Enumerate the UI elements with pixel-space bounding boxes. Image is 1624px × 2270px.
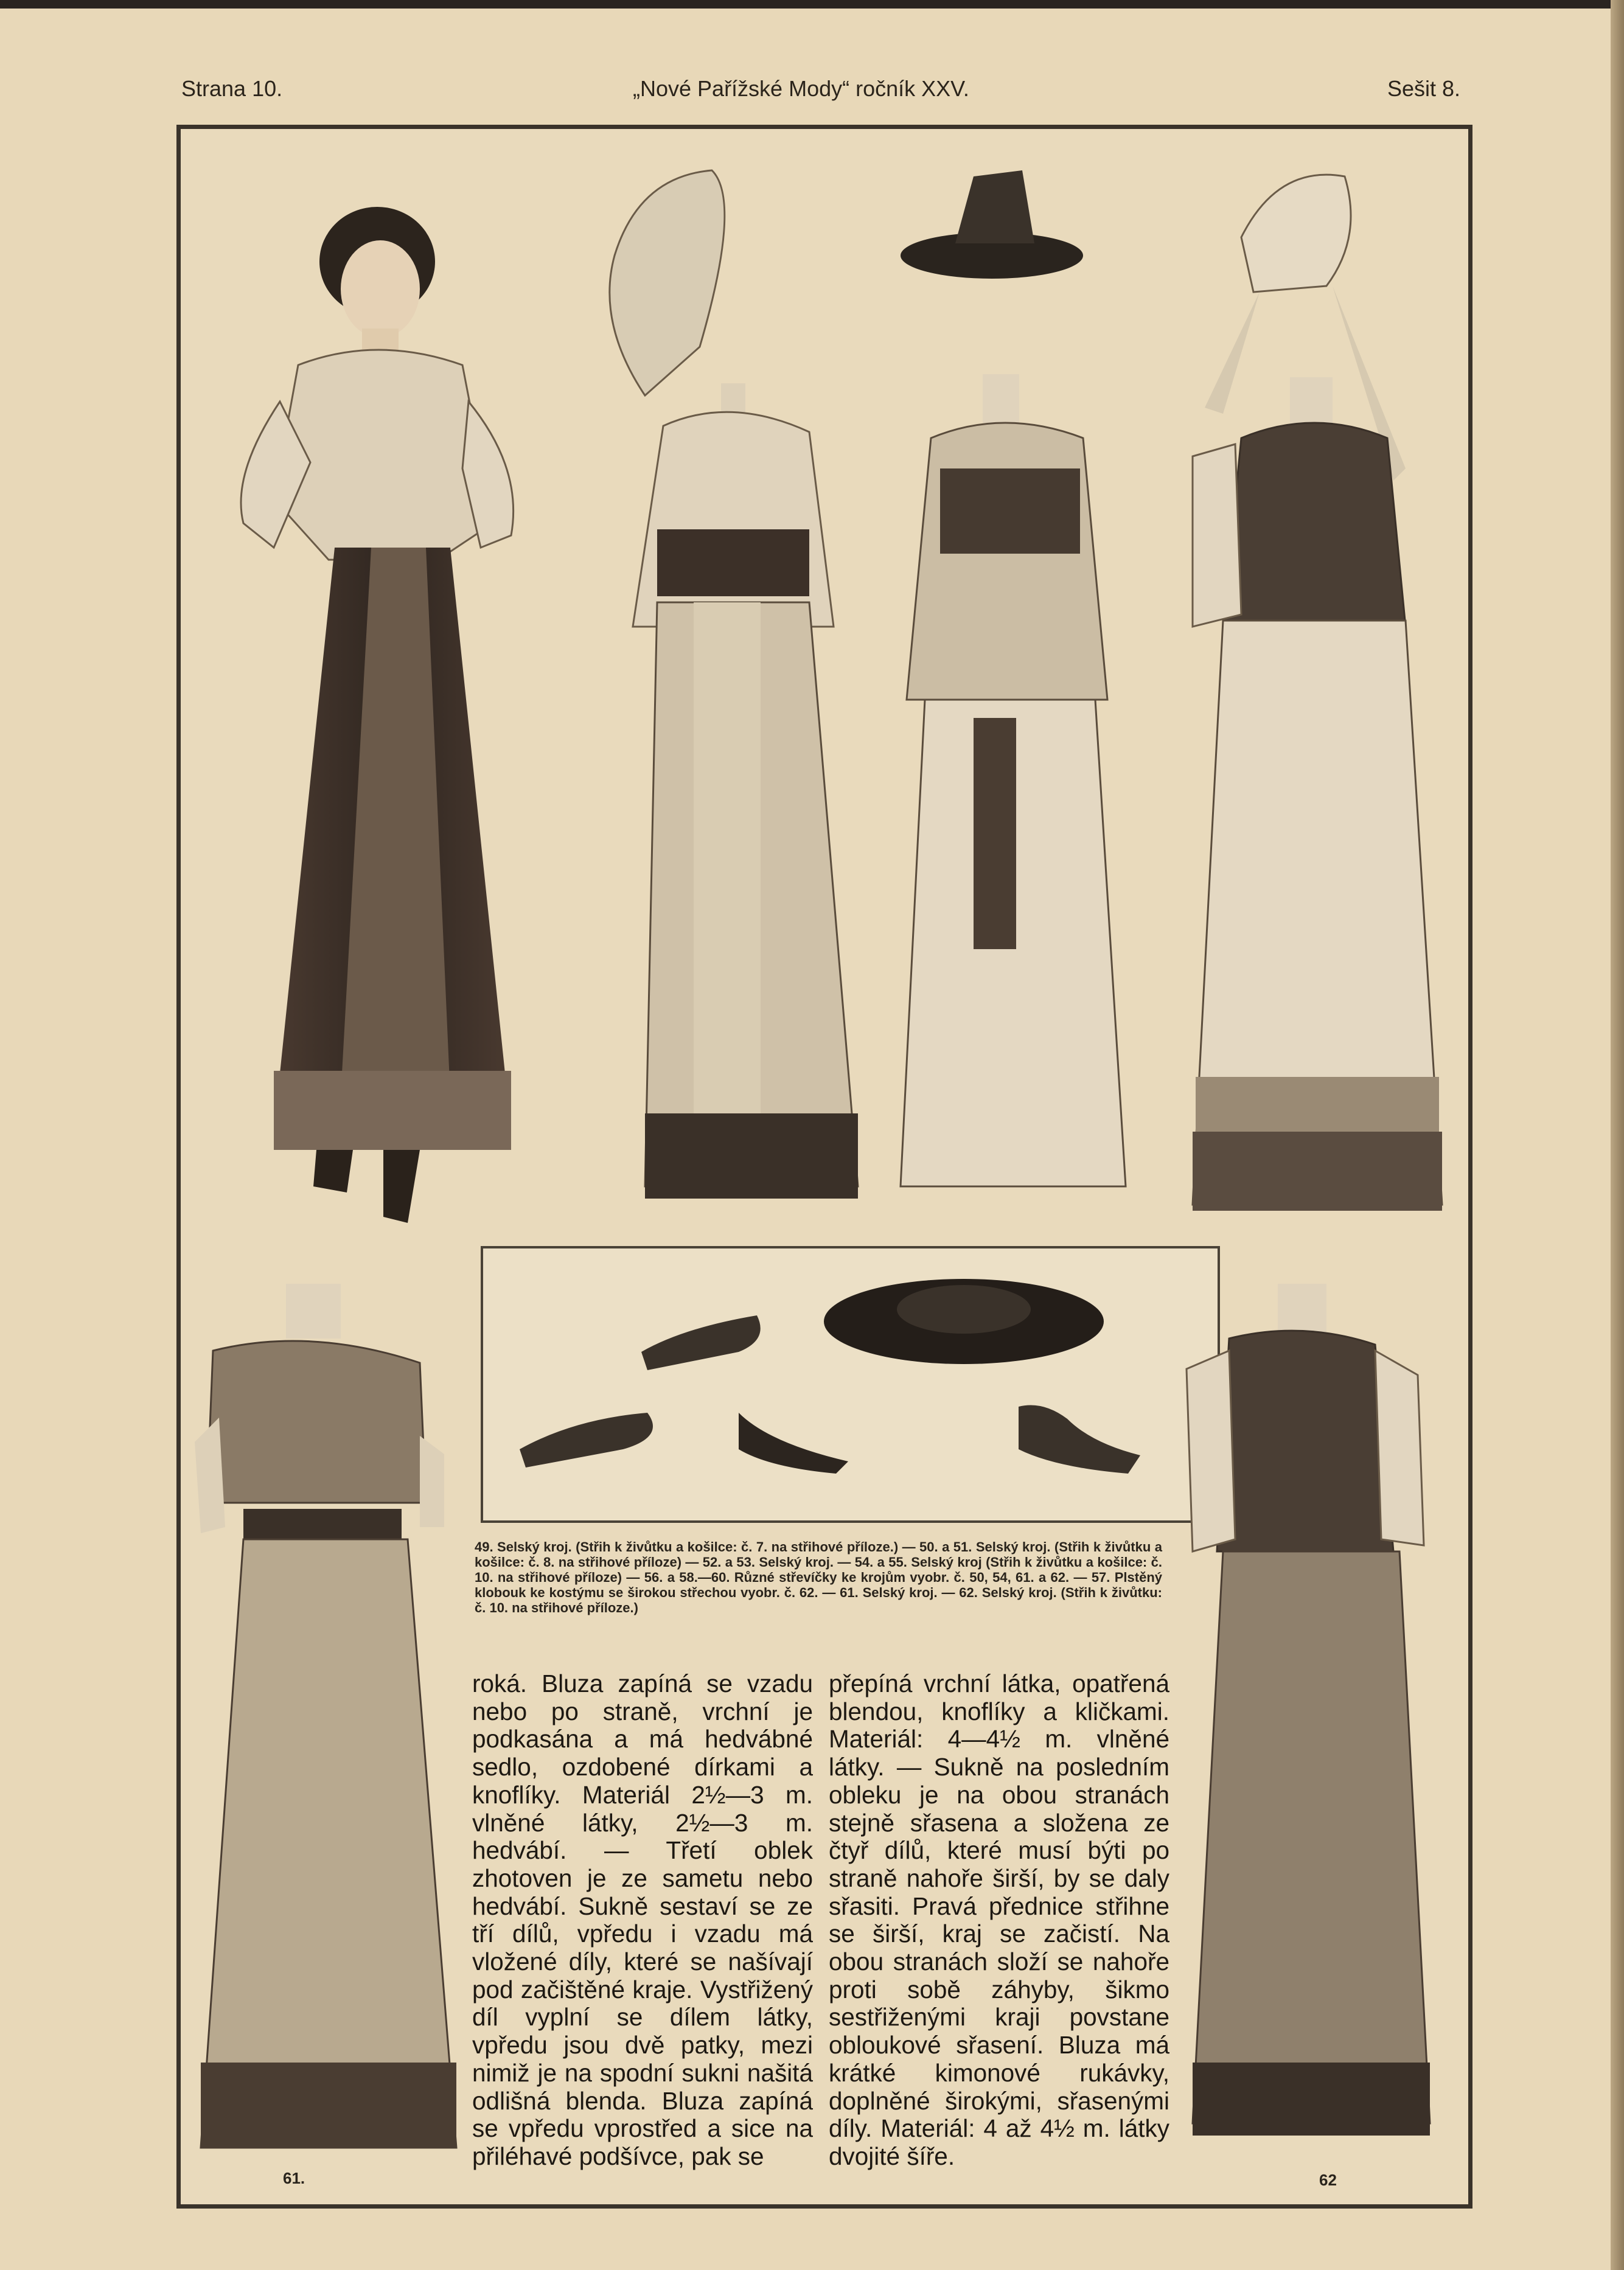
figure-49-woman-costume [207,183,596,1253]
column-2-text: přepíná vrchní látka, opatřená blendou, knoflíky a kličkami. Materiál: 4—4½ m. vlněné látky. — Sukně na posledním obleku je na obou stranách stejně sřasena a složena ze čtyř dílů, které musí býti po straně nahoře širší, by se daly sřasiti. Pravá přednice střihne se širší, kraj se začistí. Na obou stranách složí se nahoře proti sobě záhyby, šikmo sestřiženými kraji povstane obloukové sřasení. Bluza má krátké kimonové rukávky, doplněné širokými, sřasenými díly. Materiál: 4 až 4½ m. látky dvojité šíře. [829,1669,1169,2170]
figure-50-costume-with-headscarf [590,164,864,1223]
figure-61-number: 61. [283,2169,305,2187]
scan-top-edge [0,0,1624,9]
scan-right-edge [1611,0,1624,2270]
figure-caption: 49. Selský kroj. (Střih k živůtku a košilce: č. 7. na střihové příloze.) — 50. a 51. Selský kroj. (Střih k živůtku a košilce: č. 8. na střihové příloze) — 52. a 53. Selský kroj. — 54. a 55. Selský kroj (Střih k živůtku a košilce: č. 10. na střihové příloze) — 56. a 58.—60. Různé střevíčky ke krojům vyobr. č. 50, 54, 61. a 62. — 57. Plstěný klobouk ke kostýmu se širokou střechou vyobr. č. 62. — 61. Selský kroj. — 62. Selský kroj. (Střih k živůtku: č. 10. na střihové příloze.) [475,1539,1162,1615]
figure-62-costume [1174,1272,1454,2166]
figure-52-costume-with-hat [882,152,1162,1229]
issue-number: Sešit 8. [1387,76,1461,101]
page-number: Strana 10. [181,76,283,101]
figure-62-number: 62 [1319,2171,1337,2189]
column-1-text: roká. Bluza zapíná se vzadu nebo po straně, vrchní je podkasána a má hedvábné sedlo, ozdobené dírkami a knoflíky. Materiál 2½—3 m. vlněné látky, 2½—3 m. hedvábí. — Třetí oblek zhotoven je ze sametu nebo hedvábí. Sukně sestaví se ze tří dílů, vpředu i vzadu má vložené díly, které se našívají pod začištěné kraje. Vystřižený díl vyplní se dílem látky, vpředu jsou dvě patky, mezi nimiž je na spodní sukni našitá odlišná blenda. Bluza zapíná se vpředu vprostřed a sice na přiléhavé podšívce, pak se [472,1669,813,2170]
figure-61-costume [189,1272,469,2166]
shoes-and-hat-inset [481,1246,1220,1523]
figure-54-costume-with-bonnet [1168,152,1472,1223]
shoes-and-hat-illustration [483,1248,1218,1520]
running-title: „Nové Pařížské Mody“ ročník XXV. [633,76,969,101]
text-column-1 [472,1670,813,2171]
text-column-2 [829,1670,1169,2171]
